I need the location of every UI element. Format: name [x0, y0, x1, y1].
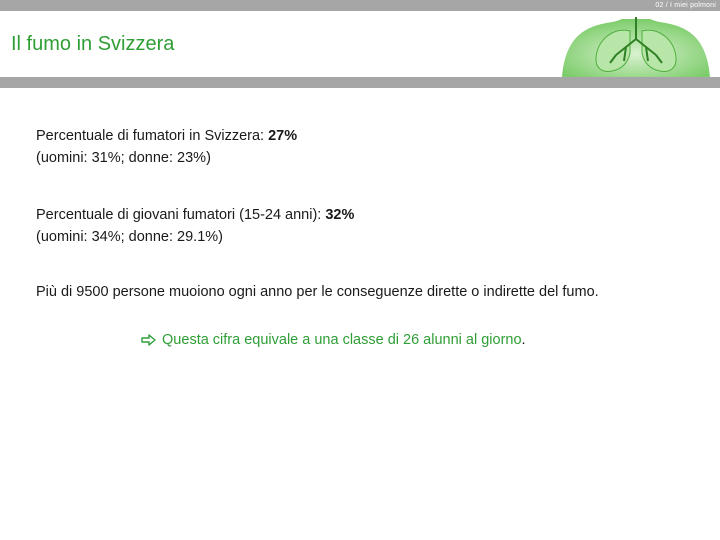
lungs-icon — [552, 13, 720, 77]
deaths-paragraph: Più di 9500 persone muoiono ogni anno per le conseguenze dirette o indirette del fumo. — [36, 284, 599, 300]
smokers-label: Percentuale di fumatori in Svizzera: — [36, 128, 269, 144]
callout-text: Questa cifra equivale a una classe di 26 alunni al giorno — [162, 332, 522, 348]
young-smokers-label: Percentuale di giovani fumatori (15-24 anni): — [36, 207, 326, 223]
young-smokers-value: 32% — [325, 207, 355, 223]
page-title: Il fumo in Svizzera — [11, 33, 175, 55]
smokers-value: 27% — [268, 128, 298, 144]
callout-period: . — [521, 332, 526, 348]
young-smokers-breakdown: (uomini: 34%; donne: 29.1%) — [36, 229, 223, 245]
arrow-right-icon — [140, 334, 158, 346]
top-bar — [0, 0, 720, 11]
header-bottom-bar — [0, 77, 720, 88]
smokers-breakdown: (uomini: 31%; donne: 23%) — [36, 150, 211, 166]
callout — [140, 332, 526, 348]
smokers-paragraph — [36, 125, 297, 169]
section-label: 02 / I miei polmoni — [655, 2, 716, 9]
young-smokers-paragraph — [36, 204, 354, 248]
